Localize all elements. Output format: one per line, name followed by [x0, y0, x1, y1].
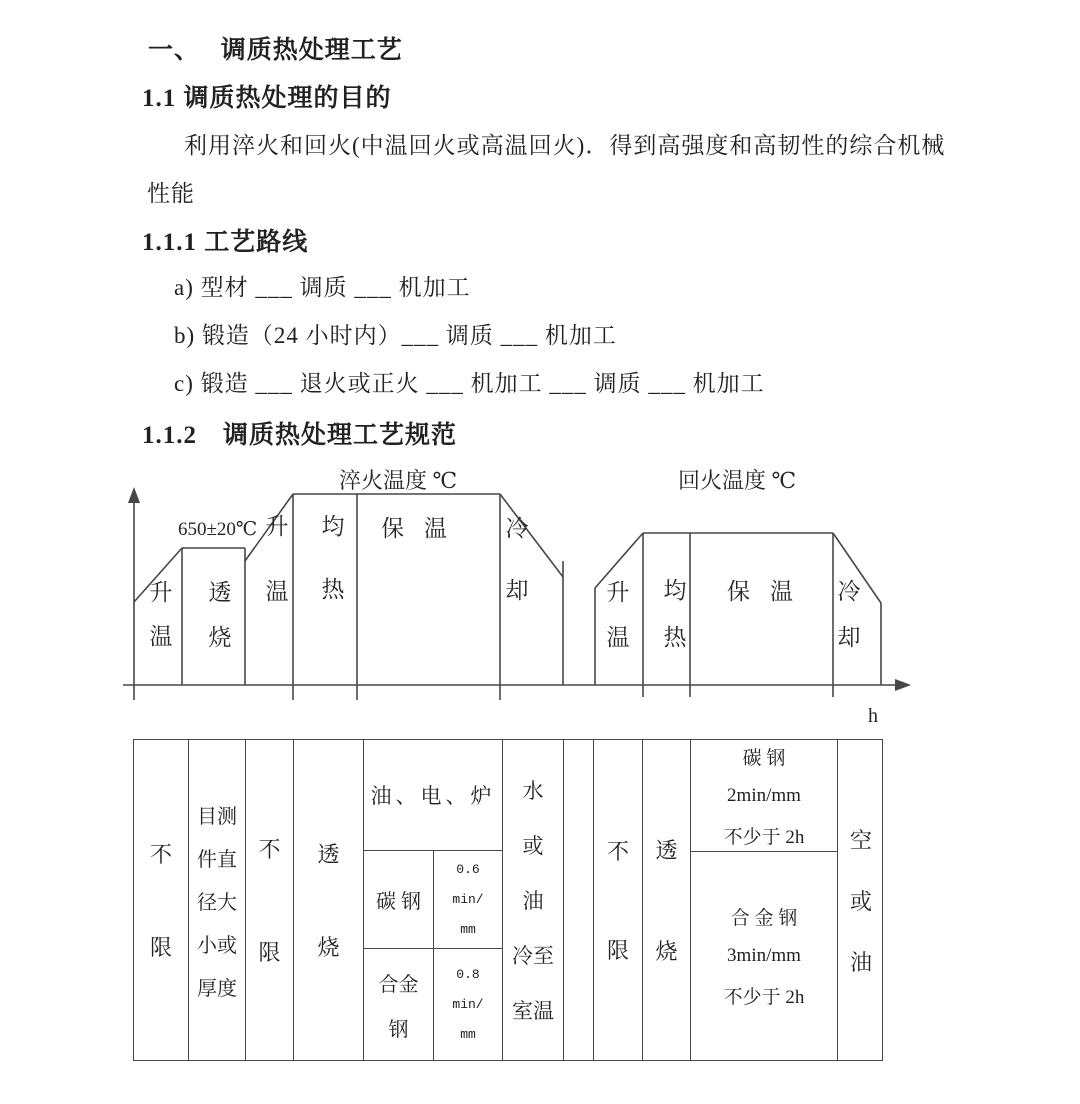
quench-medium-text: 水 或 油 冷至 室温 [512, 779, 554, 1023]
table-cell-soak-1 [294, 740, 364, 1060]
temper-hold-label: 保温 [727, 579, 813, 604]
quench-cool-label: 冷却 [505, 516, 529, 603]
temper-carbon-cell [691, 740, 837, 852]
temper-ramp-label: 升温 [606, 580, 630, 650]
quench-temperature-title: 淬火温度 ℃ [338, 468, 458, 493]
alloy-steel-rate-cell [434, 949, 502, 1060]
carbon-steel-label-text: 碳 钢 [376, 891, 421, 913]
table-cell-quench-heating [364, 740, 503, 1060]
route-step-a: a) 型材 ___ 调质 ___ 机加工 [174, 275, 471, 300]
temperature-y-axis [128, 487, 140, 700]
table-cell-spacer [564, 740, 594, 1060]
table-cell-temper-holding [691, 740, 838, 1060]
temper-equalize-label: 均热 [663, 578, 687, 650]
unlimited-2-text: 不 限 [258, 837, 281, 965]
quench-equalize-label: 均热 [321, 514, 345, 602]
alloy-steel-rate-text: 0.8 min/ mm [452, 967, 484, 1042]
time-x-axis [123, 679, 911, 691]
alloy-steel-row [364, 949, 502, 1060]
purpose-line-1: 利用淬火和回火(中温回火或高温回火)．得到高强度和高韧性的综合机械 [184, 133, 946, 158]
table-cell-quench-medium [503, 740, 564, 1060]
alloy-steel-label-cell [364, 949, 434, 1060]
soak-1-text: 透 烧 [317, 842, 340, 960]
unlimited-1-text: 不 限 [149, 842, 172, 960]
temper-profile [595, 533, 881, 697]
carbon-steel-row [364, 851, 502, 949]
quench-ramp2-label: 升温 [265, 514, 289, 604]
table-cell-cool-medium [838, 740, 884, 1060]
route-step-b: b) 锻造（24 小时内）___ 调质 ___ 机加工 [174, 323, 617, 348]
measure-text: 目测 件直 径大 小或 厚度 [197, 805, 237, 1000]
quench-soak-label: 透烧 [208, 580, 232, 650]
table-cell-soak-2 [643, 740, 691, 1060]
carbon-steel-rate-cell [434, 851, 502, 948]
unlimited-3-text: 不 限 [606, 839, 629, 963]
temper-alloy-text: 合 金 钢 3min/mm 不少于 2h [723, 908, 805, 1008]
preheat-temperature-label: 650±20℃ [178, 519, 258, 540]
furnace-types-cell [364, 740, 502, 851]
temper-cool-label: 冷却 [837, 579, 861, 650]
quench-ramp1-label: 升温 [149, 580, 173, 649]
route-step-c: c) 锻造 ___ 退火或正火 ___ 机加工 ___ 调质 ___ 机加工 [174, 371, 765, 396]
table-cell-unlimited-1 [134, 740, 189, 1060]
quench-hold-label: 保温 [381, 516, 467, 541]
section-1-1-1-heading: 1.1.1 工艺路线 [142, 229, 309, 256]
temper-carbon-text: 碳 钢 2min/mm 不少于 2h [723, 747, 805, 848]
section-1-1-2-heading: 1.1.2 调质热处理工艺规范 [142, 422, 458, 449]
process-specification-table [133, 739, 883, 1061]
temper-temperature-title: 回火温度 ℃ [677, 468, 797, 493]
purpose-line-2: 性能 [147, 181, 195, 206]
section-1-1-heading: 1.1 调质热处理的目的 [142, 85, 392, 112]
soak-2-text: 透 烧 [655, 838, 678, 964]
carbon-steel-rate-text: 0.6 min/ mm [452, 862, 484, 937]
table-cell-unlimited-3 [594, 740, 643, 1060]
x-axis-label: h [868, 705, 878, 727]
furnace-types-text: 油、电、炉 [370, 784, 496, 808]
alloy-steel-label-text: 合金 钢 [378, 973, 419, 1041]
table-cell-unlimited-2 [246, 740, 294, 1060]
cool-medium-text: 空 或 油 [849, 827, 872, 975]
table-cell-measure [189, 740, 246, 1060]
doc-title: 一、 调质热处理工艺 [148, 37, 403, 64]
temper-alloy-cell [691, 852, 837, 1060]
carbon-steel-label-cell [364, 851, 434, 948]
